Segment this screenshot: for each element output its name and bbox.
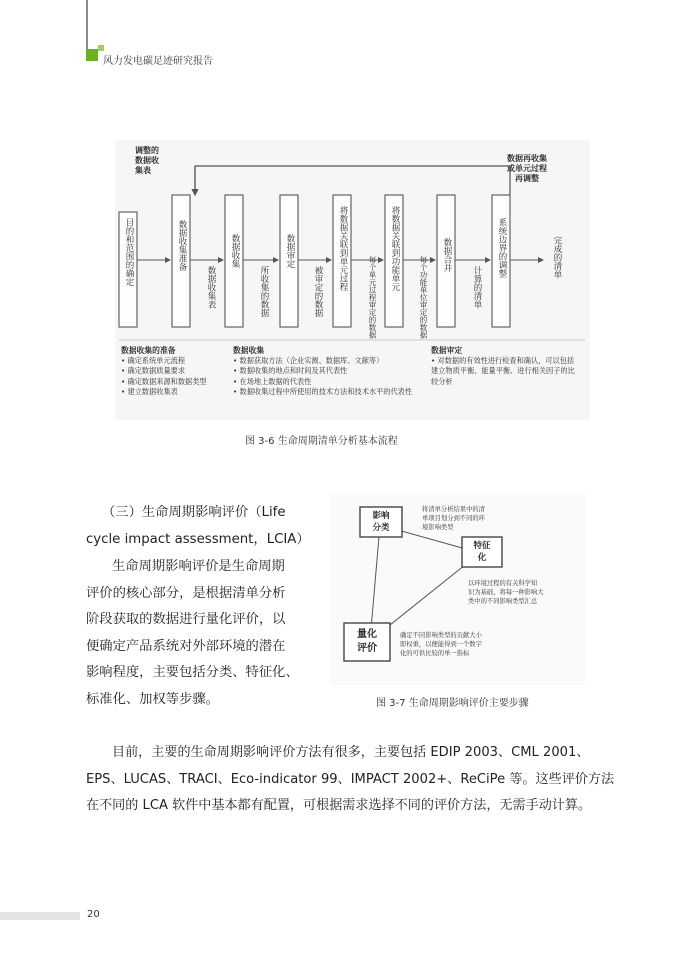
recollect-note: 数据再收集 或单元过程 再调整: [507, 154, 547, 183]
end-label: 完成的清单: [552, 236, 562, 279]
note-prep-item: 建立数据收集表: [127, 386, 178, 396]
figure1-caption: 图 3-6 生命周期清单分析基本流程: [245, 436, 398, 447]
figure2-caption: 图 3-7 生命周期影响评价主要步骤: [376, 698, 529, 709]
between-label-3: 被审定的数据: [313, 266, 323, 317]
section-heading-line2: cycle impact assessment，LCIA）: [86, 532, 310, 547]
node-valuation: 量化 评价: [357, 629, 377, 654]
figure-lci-flow: [115, 140, 590, 420]
methods-paragraph: [86, 740, 615, 820]
note-verify-title: 数据审定: [431, 346, 463, 355]
note-prep-item: 确定数据质量要求: [127, 366, 186, 376]
note-verify-item: 对数据的有效性进行检查和确认，可以包括建立物质平衡、能量平衡、进行相关因子的比较分析: [431, 356, 575, 386]
between-label-6: 计算的清单: [472, 266, 482, 309]
between-label-1: 数据收集表: [206, 266, 216, 309]
note-characterization: 以环境过程的有关科学知 识为基础，将每一种影响大 类中的不同影响类型汇总: [468, 580, 544, 605]
box-label-4: 数据审定: [285, 234, 295, 268]
header-logo-square: [86, 49, 98, 61]
node-characterization: 特征 化: [473, 541, 491, 563]
box-label-7: 数据合并: [442, 238, 452, 272]
note-valuation: 确定不同影响类型的贡献大小 即权重，以便能得到一个数字 化的可供比较的单一指标: [400, 632, 482, 657]
node-classification: 影响 分类: [372, 511, 390, 533]
footer-bar: [0, 912, 80, 920]
para2-line: 目前，主要的生命周期影响评价方法有很多，主要包括 EDIP 2003、CML 2001、: [112, 745, 590, 760]
header-logo-square-small: [98, 45, 104, 51]
feedback-loop-line: [195, 166, 510, 195]
section-heading-line1: （三）生命周期影响评价（Life: [102, 505, 286, 520]
para2-line: EPS、LUCAS、TRACI、Eco-indicator 99、IMPACT 2002+、ReCiPe 等。这些评价方法: [86, 771, 615, 787]
para-line: 评价的核心部分，是根据清单分析: [86, 585, 286, 601]
note-verify: 数据审定 • 对数据的有效性进行检查和确认，可以包括建立物质平衡、能量平衡、进行相关因子的比较分析: [431, 346, 575, 386]
figure-lcia-triangle: [330, 493, 585, 685]
note-collect-item: 数据收集过程中所使用的技术方法和技术水平的代表性: [239, 386, 413, 396]
adjusted-form-note: 调整的 数据收 集表: [135, 146, 159, 175]
between-label-5: 每个功能单位审定的数据: [419, 256, 428, 339]
note-collect-item: 数据获取方法（企业实测、数据库、文献等）: [239, 356, 384, 366]
box-label-8: 系统边界的调整: [497, 218, 507, 278]
note-collect-title: 数据收集: [233, 346, 265, 355]
para-line: 阶段获取的数据进行量化评价，以: [86, 612, 286, 627]
para-line: 生命周期影响评价是生命周期: [112, 559, 285, 574]
between-label-2: 所收集的数据: [259, 266, 269, 317]
box-label-3: 数据收集: [230, 234, 240, 268]
para-line: 标准化、加权等步骤。: [86, 691, 219, 707]
page-number: 20: [87, 909, 100, 920]
para2-line: 在不同的 LCA 软件中基本都有配置，可根据需求选择不同的评价方法，无需手动计算。: [86, 798, 592, 813]
para-line: 便确定产品系统对外部环境的潜在: [86, 638, 286, 654]
note-collect: 数据收集 • 数据获取方法（企业实测、数据库、文献等） • 数据收集的地点和时间及其代表性 • 在场地上数据的代表性 • 数据收集过程中所使用的技术方法和技术水平的代表性: [233, 346, 413, 396]
note-prep-item: 确定系统单元流程: [127, 356, 186, 366]
box-label-1: 目的和范围的确定: [124, 218, 134, 286]
box-label-6: 将数据关联到功能单元: [390, 206, 400, 291]
note-prep-item: 确定数据来源和数据类型: [127, 376, 207, 386]
para-line: 影响程度，主要包括分类、特征化、: [86, 665, 299, 680]
running-header-title: 风力发电碳足迹研究报告: [103, 56, 213, 67]
between-label-4: 每个单元过程审定的数据: [368, 256, 377, 339]
box-label-2: 数据收集准备: [177, 220, 187, 271]
box-label-5: 将数据关联到单元过程: [338, 206, 348, 291]
note-prep: 数据收集的准备 • 确定系统单元流程 • 确定数据质量要求 • 确定数据来源和数据类型 • 建立数据收集表: [121, 346, 207, 396]
note-collect-item: 在场地上数据的代表性: [239, 376, 312, 386]
section-paragraph: [86, 554, 318, 713]
note-collect-item: 数据收集的地点和时间及其代表性: [239, 366, 348, 376]
note-prep-title: 数据收集的准备: [121, 346, 176, 355]
note-classification: 将清单分析结果中的清 单项目划分到不同的环 境影响类型: [422, 506, 485, 531]
